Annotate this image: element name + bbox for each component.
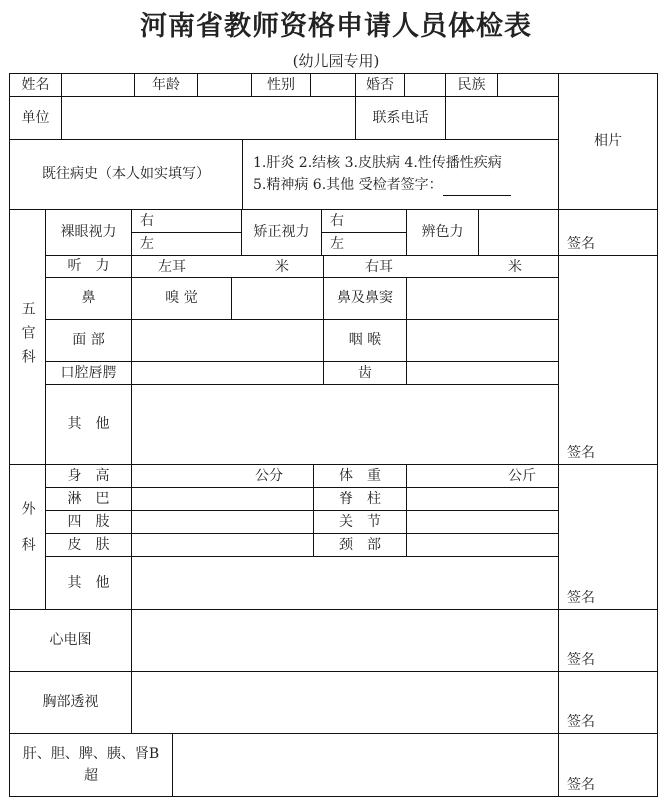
label-meter-right: 米 [508, 259, 522, 275]
label-ecg: 心电图 [9, 609, 132, 672]
label-color-vision: 辨色力 [406, 209, 479, 256]
label-left-ear: 左耳 [158, 259, 186, 275]
field-face[interactable] [131, 319, 324, 362]
field-color-vision[interactable] [478, 209, 559, 256]
field-surgery-other[interactable] [131, 556, 559, 610]
signature-ultrasound[interactable]: 签名 [558, 733, 658, 797]
field-throat[interactable] [406, 319, 559, 362]
label-meter-left: 米 [275, 259, 289, 275]
label-history: 既往病史（本人如实填写） [9, 139, 243, 210]
vision-corrected-right[interactable]: 右 [321, 209, 407, 233]
field-ultrasound[interactable] [172, 733, 559, 797]
signature-vision[interactable]: 签名 [558, 209, 658, 256]
label-spine: 脊 柱 [313, 487, 407, 511]
label-joints: 关 节 [313, 510, 407, 534]
field-ethnicity[interactable] [497, 73, 559, 97]
field-neck[interactable] [406, 533, 559, 557]
label-marital: 婚否 [355, 73, 405, 97]
label-limbs: 四 肢 [45, 510, 132, 534]
label-unit: 单位 [9, 96, 62, 140]
field-name[interactable] [61, 73, 135, 97]
field-unit[interactable] [61, 96, 356, 140]
label-smell: 嗅 觉 [131, 277, 232, 320]
label-surgery-other: 其 他 [45, 556, 132, 610]
field-teeth[interactable] [406, 361, 559, 385]
history-line-2-text: 5.精神病 6.其他 受检者签字： [253, 177, 443, 193]
field-sinus[interactable] [406, 277, 559, 320]
field-ecg[interactable] [131, 609, 559, 672]
label-lymph: 淋 巴 [45, 487, 132, 511]
signature-ecg[interactable]: 签名 [558, 609, 658, 672]
label-age: 年龄 [134, 73, 198, 97]
field-skin[interactable] [131, 533, 314, 557]
left-ear-border [131, 255, 324, 278]
section-surgery [9, 464, 46, 610]
section-surgery-text: 外科 [19, 501, 36, 573]
label-gender: 性别 [251, 73, 311, 97]
vision-naked-left[interactable]: 左 [131, 232, 242, 256]
field-chest[interactable] [131, 671, 559, 734]
label-sinus: 鼻及鼻窦 [323, 277, 407, 320]
section-facial-text: 五官科 [19, 301, 36, 373]
field-age[interactable] [197, 73, 252, 97]
label-face: 面 部 [45, 319, 132, 362]
label-height: 身 高 [45, 464, 132, 488]
label-hearing: 听 力 [45, 255, 132, 278]
signature-chest[interactable]: 签名 [558, 671, 658, 734]
label-ethnicity: 民族 [445, 73, 498, 97]
label-weight: 体 重 [313, 464, 407, 488]
label-kg: 公斤 [508, 468, 536, 484]
field-joints[interactable] [406, 510, 559, 534]
photo-box: 相片 [558, 73, 658, 210]
label-vision-corrected: 矫正视力 [241, 209, 322, 256]
weight-border [406, 464, 559, 488]
signature-surgery[interactable]: 签名 [558, 464, 658, 610]
label-facial-other: 其 他 [45, 384, 132, 465]
field-marital[interactable] [404, 73, 446, 97]
exam-form [10, 74, 658, 798]
label-cm: 公分 [255, 468, 283, 484]
label-teeth: 齿 [323, 361, 407, 385]
label-skin: 皮 肤 [45, 533, 132, 557]
height-border [131, 464, 314, 488]
label-name: 姓名 [9, 73, 62, 97]
field-smell[interactable] [231, 277, 324, 320]
field-lymph[interactable] [131, 487, 314, 511]
vision-corrected-left[interactable]: 左 [321, 232, 407, 256]
section-facial [9, 209, 46, 465]
label-chest: 胸部透视 [9, 671, 132, 734]
form-title: 河南省教师资格申请人员体检表 [140, 11, 532, 42]
form-subtitle: (幼儿园专用) [292, 52, 380, 70]
signature-facial[interactable]: 签名 [558, 255, 658, 465]
label-vision-naked: 裸眼视力 [45, 209, 132, 256]
label-throat: 咽 喉 [323, 319, 407, 362]
field-mouth[interactable] [131, 361, 324, 385]
right-ear-border [323, 255, 559, 278]
history-line-1: 1.肝炎 2.结核 3.皮肤病 4.性传播性疾病 [253, 155, 502, 171]
label-neck: 颈 部 [313, 533, 407, 557]
field-limbs[interactable] [131, 510, 314, 534]
field-gender[interactable] [310, 73, 356, 97]
label-right-ear: 右耳 [365, 259, 393, 275]
label-nose: 鼻 [45, 277, 132, 320]
field-facial-other[interactable] [131, 384, 559, 465]
history-border [242, 139, 559, 210]
label-ultrasound: 肝、胆、脾、胰、肾B超 [9, 733, 173, 797]
vision-naked-right[interactable]: 右 [131, 209, 242, 233]
label-mouth: 口腔唇腭 [45, 361, 132, 385]
field-spine[interactable] [406, 487, 559, 511]
field-phone[interactable] [445, 96, 559, 140]
label-phone: 联系电话 [355, 96, 446, 140]
